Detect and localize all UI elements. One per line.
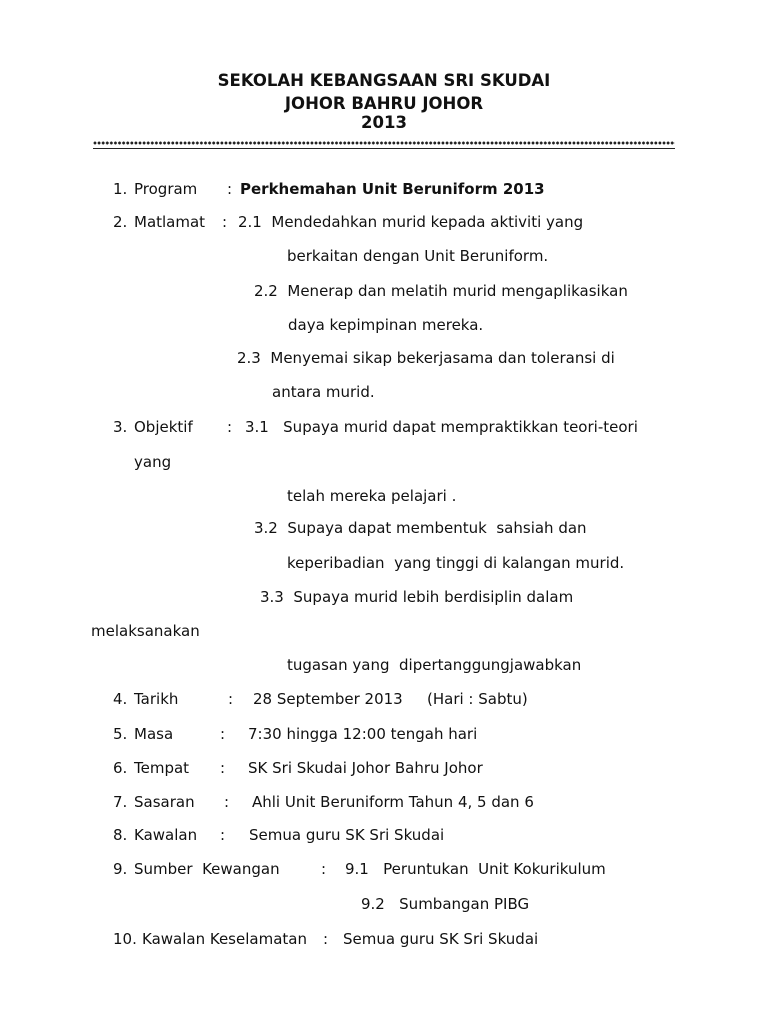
school-name-heading: SEKOLAH KEBANGSAAN SRI SKUDAI (217, 71, 551, 90)
kawalan-value: Semua guru SK Sri Skudai (249, 826, 445, 844)
sasaran-value: Ahli Unit Beruniform Tahun 4, 5 dan 6 (252, 793, 534, 811)
matlamat-point-3-cont: antara murid. (272, 383, 375, 401)
program-colon: : (227, 180, 233, 198)
keselamatan-label: Kawalan Keselamatan (142, 930, 307, 948)
item-number-4: 4. (113, 690, 128, 708)
matlamat-colon: : (222, 213, 228, 231)
tempat-colon: : (220, 759, 226, 777)
sumber-colon: : (321, 860, 327, 878)
tempat-label: Tempat (134, 759, 190, 777)
matlamat-point-2-cont: daya kepimpinan mereka. (288, 316, 484, 334)
item-number-2: 2. (113, 213, 128, 231)
tarikh-label: Tarikh (134, 690, 179, 708)
objektif-point-3-cont: tugasan yang dipertanggungjawabkan (287, 656, 582, 674)
objektif-point-2-cont: keperibadian yang tinggi di kalangan murid. (287, 554, 625, 572)
dotted-separator (93, 140, 675, 149)
tarikh-value: 28 September 2013 (253, 690, 403, 708)
objektif-point-3-wrap: melaksanakan (91, 622, 200, 640)
matlamat-label: Matlamat (134, 213, 206, 231)
masa-colon: : (220, 725, 226, 743)
objektif-point-1: 3.1 Supaya murid dapat mempraktikkan teori-teori (245, 418, 638, 436)
matlamat-point-1: 2.1 Mendedahkan murid kepada aktiviti yang (238, 213, 584, 231)
item-number-1: 1. (113, 180, 128, 198)
keselamatan-value: Semua guru SK Sri Skudai (343, 930, 539, 948)
item-number-9: 9. (113, 860, 128, 878)
masa-value: 7:30 hingga 12:00 tengah hari (248, 725, 478, 743)
item-number-6: 6. (113, 759, 128, 777)
item-number-10: 10. (113, 930, 137, 948)
tarikh-day: (Hari : Sabtu) (427, 690, 528, 708)
masa-label: Masa (134, 725, 174, 743)
program-label: Program (134, 180, 198, 198)
kawalan-colon: : (220, 826, 226, 844)
matlamat-point-1-cont: berkaitan dengan Unit Beruniform. (287, 247, 549, 265)
item-number-7: 7. (113, 793, 128, 811)
sumber-point-1: 9.1 Peruntukan Unit Kokurikulum (345, 860, 606, 878)
objektif-point-1-wrap: yang (134, 453, 172, 471)
matlamat-point-2: 2.2 Menerap dan melatih murid mengaplikasikan (254, 282, 628, 300)
objektif-point-2: 3.2 Supaya dapat membentuk sahsiah dan (254, 519, 587, 537)
keselamatan-colon: : (323, 930, 329, 948)
program-value: Perkhemahan Unit Beruniform 2013 (240, 180, 545, 198)
sumber-point-2: 9.2 Sumbangan PIBG (361, 895, 530, 913)
tempat-value: SK Sri Skudai Johor Bahru Johor (248, 759, 483, 777)
school-location-heading: JOHOR BAHRU JOHOR (284, 94, 484, 113)
item-number-8: 8. (113, 826, 128, 844)
objektif-point-3: 3.3 Supaya murid lebih berdisiplin dalam (260, 588, 574, 606)
tarikh-colon: : (228, 690, 234, 708)
year-heading: 2013 (361, 113, 407, 132)
kawalan-label: Kawalan (134, 826, 198, 844)
sasaran-colon: : (224, 793, 230, 811)
item-number-5: 5. (113, 725, 128, 743)
sasaran-label: Sasaran (134, 793, 195, 811)
objektif-colon: : (227, 418, 233, 436)
objektif-label: Objektif (134, 418, 193, 436)
item-number-3: 3. (113, 418, 128, 436)
matlamat-point-3: 2.3 Menyemai sikap bekerjasama dan toleransi di (237, 349, 615, 367)
objektif-point-1-cont: telah mereka pelajari . (287, 487, 457, 505)
sumber-label: Sumber Kewangan (134, 860, 280, 878)
